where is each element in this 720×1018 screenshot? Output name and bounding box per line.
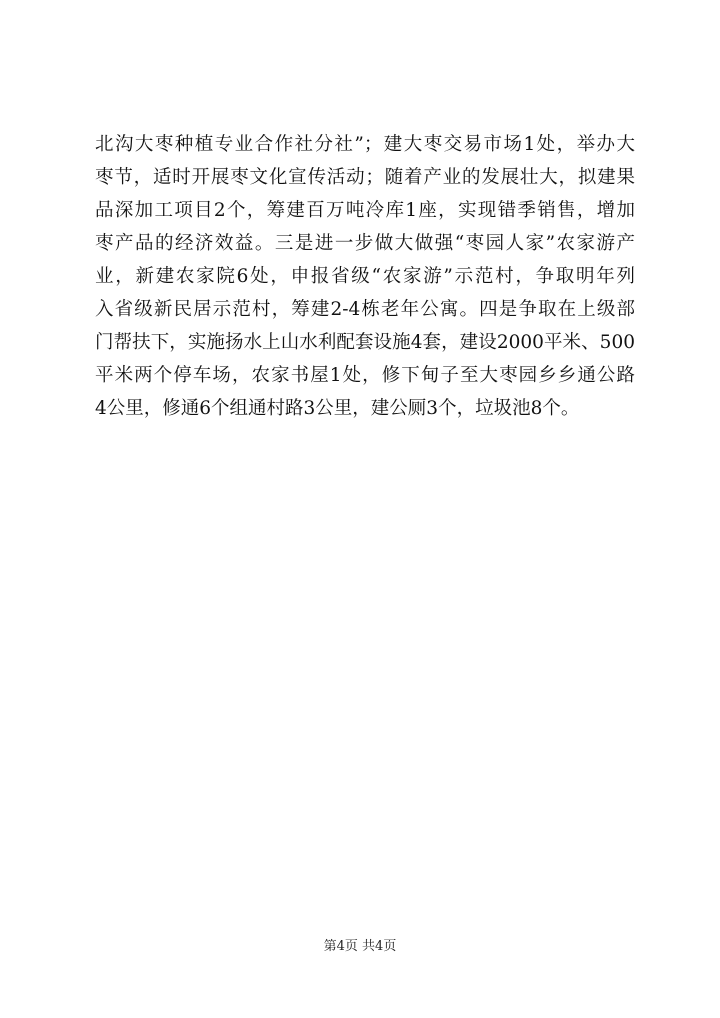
paragraph-line: 门帮扶下，实施扬水上山水利配套设施4套，建设2000平米、500	[95, 332, 635, 353]
paragraph-line: 品深加工项目2个，筹建百万吨冷库1座，实现错季销售，增加	[95, 200, 635, 221]
paragraph-line: 4公里，修通6个组通村路3公里，建公厕3个，垃圾池8个。	[95, 398, 580, 419]
page-footer	[0, 938, 720, 956]
paragraph-line: 北沟大枣种植专业合作社分社”；建大枣交易市场1处，举办大	[95, 134, 635, 155]
paragraph-line: 枣节，适时开展枣文化宣传活动；随着产业的发展壮大，拟建果	[95, 167, 635, 188]
page-number-label: 第4页 共4页	[323, 939, 397, 954]
body-paragraph	[95, 128, 635, 425]
paragraph-line: 平米两个停车场，农家书屋1处，修下甸子至大枣园乡乡通公路	[95, 365, 635, 386]
paragraph-line: 入省级新民居示范村，筹建2-4栋老年公寓。四是争取在上级部	[95, 299, 635, 320]
paragraph-line: 枣产品的经济效益。三是进一步做大做强“枣园人家”农家游产	[95, 233, 635, 254]
paragraph-line: 业，新建农家院6处，申报省级“农家游”示范村，争取明年列	[95, 266, 635, 287]
